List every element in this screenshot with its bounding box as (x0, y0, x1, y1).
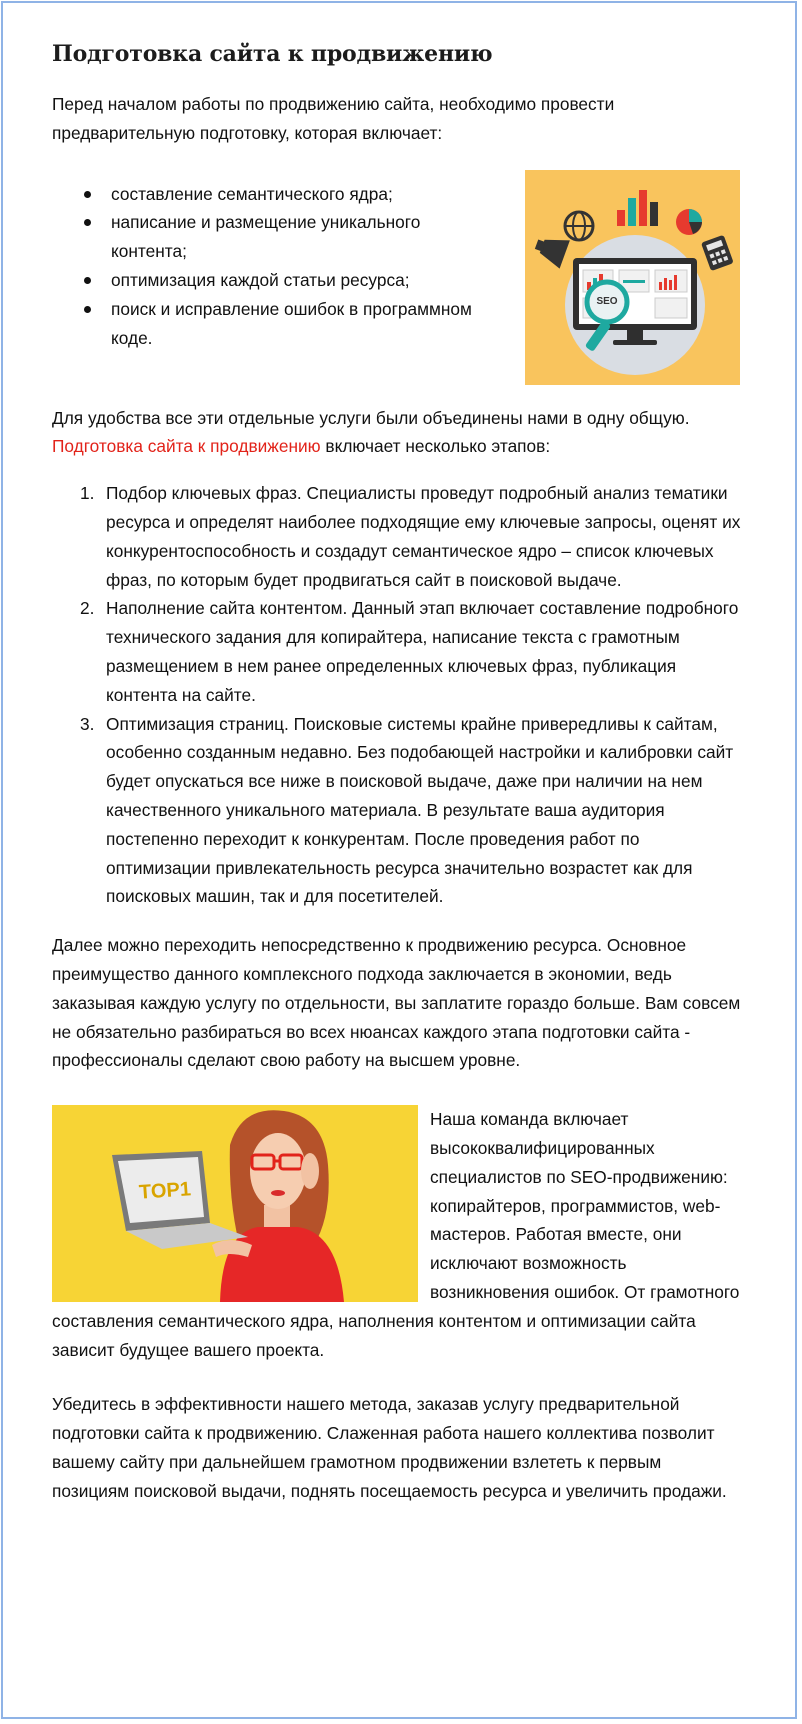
step-number: 2. (80, 598, 95, 619)
step-text: Наполнение сайта контентом. Данный этап включает составление подробного технического задания для копирайтера, написание текста с грамотным размещением в нем ранее определенных ключевых фраз, публикация контента на сайте. (106, 598, 739, 705)
intro-paragraph: Перед началом работы по продвижению сайта, необходимо провести предварительную подготовку, которая включает: (52, 94, 615, 143)
conclusion-paragraph: Убедитесь в эффективности нашего метода, заказав услугу предварительной подготовки сайта к продвижению. Слаженная работа нашего коллектива позволит вашему сайту при дальнейшем грамотном продвижении взлететь к первым позициям поисковой выдачи, поднять посещаемость ресурса и увеличить продажи. (52, 1394, 727, 1501)
services-text-end: включает несколько этапов: (320, 436, 551, 457)
red-link-text: Подготовка сайта к продвижению (52, 436, 321, 457)
team-section (52, 1105, 742, 1364)
step-text: Оптимизация страниц. Поисковые системы крайне привередливы к сайтам, особенно созданным недавно. Без подобающей настройки и калибровки сайт будет опускаться все ниже в поисковой выдаче, даже при наличии на нем качественного уникального материала. В результате ваша аудитория постепенно переходит к конкурентам. После проведения работ по оптимизации привлекательность ресурса значительно возрастет как для поисковых машин, так и для посетителей. (106, 713, 734, 907)
bullets-section (52, 170, 742, 392)
step-number: 1. (80, 483, 95, 504)
services-text: Для удобства все эти отдельные услуги были объединены нами в одну общую. (52, 407, 690, 428)
page-title: Подготовка сайта к продвижению (52, 41, 493, 67)
list-item: написание и размещение уникального контента; (52, 208, 472, 266)
advantages-paragraph: Далее можно переходить непосредственно к продвижению ресурса. Основное преимущество данного комплексного подхода заключается в экономии, ведь заказывая каждую услугу по отдельности, вы заплатите гораздо больше. Вам совсем не обязательно разбираться во всех нюансах каждого этапа подготовки сайта - профессионалы сделают свою работу на высшем уровне. (52, 935, 741, 1071)
pie-chart-icon (676, 209, 702, 235)
seo-illustration (525, 170, 740, 385)
woman-laptop-graphic (52, 1105, 418, 1302)
steps-list (52, 479, 742, 911)
bullet-list (52, 180, 472, 353)
list-item (52, 594, 742, 709)
list-item (52, 710, 742, 912)
list-item: составление семантического ядра; (52, 180, 472, 209)
laptop-text: TOP1 (138, 1178, 192, 1204)
services-paragraph (52, 404, 742, 462)
list-item (52, 479, 742, 594)
woman-laptop-photo (52, 1105, 418, 1302)
seo-illustration-graphic (525, 170, 740, 385)
step-number: 3. (80, 713, 95, 734)
team-paragraph: Наша команда включает высококвалифицированных специалистов по SEO-продвижению: копирайтеров, программистов, web-мастеров. Работая вместе, они исключают возможность возникновения ошибок. От грамотного составления семантического ядра, наполнения контентом и оптимизации сайта зависит будущее вашего проекта. (52, 1109, 740, 1360)
list-item: оптимизация каждой статьи ресурса; (52, 266, 472, 295)
step-text: Подбор ключевых фраз. Специалисты проведут подробный анализ тематики ресурса и определят наиболее подходящие ему ключевые запросы, оценят их конкурентоспособность и создадут семантическое ядро – список ключевых фраз, по которым будет продвигаться сайт в поисковой выдаче. (106, 483, 741, 590)
list-item: поиск и исправление ошибок в программном коде. (52, 295, 472, 353)
seo-badge: SEO (596, 295, 618, 307)
article (52, 30, 742, 1505)
